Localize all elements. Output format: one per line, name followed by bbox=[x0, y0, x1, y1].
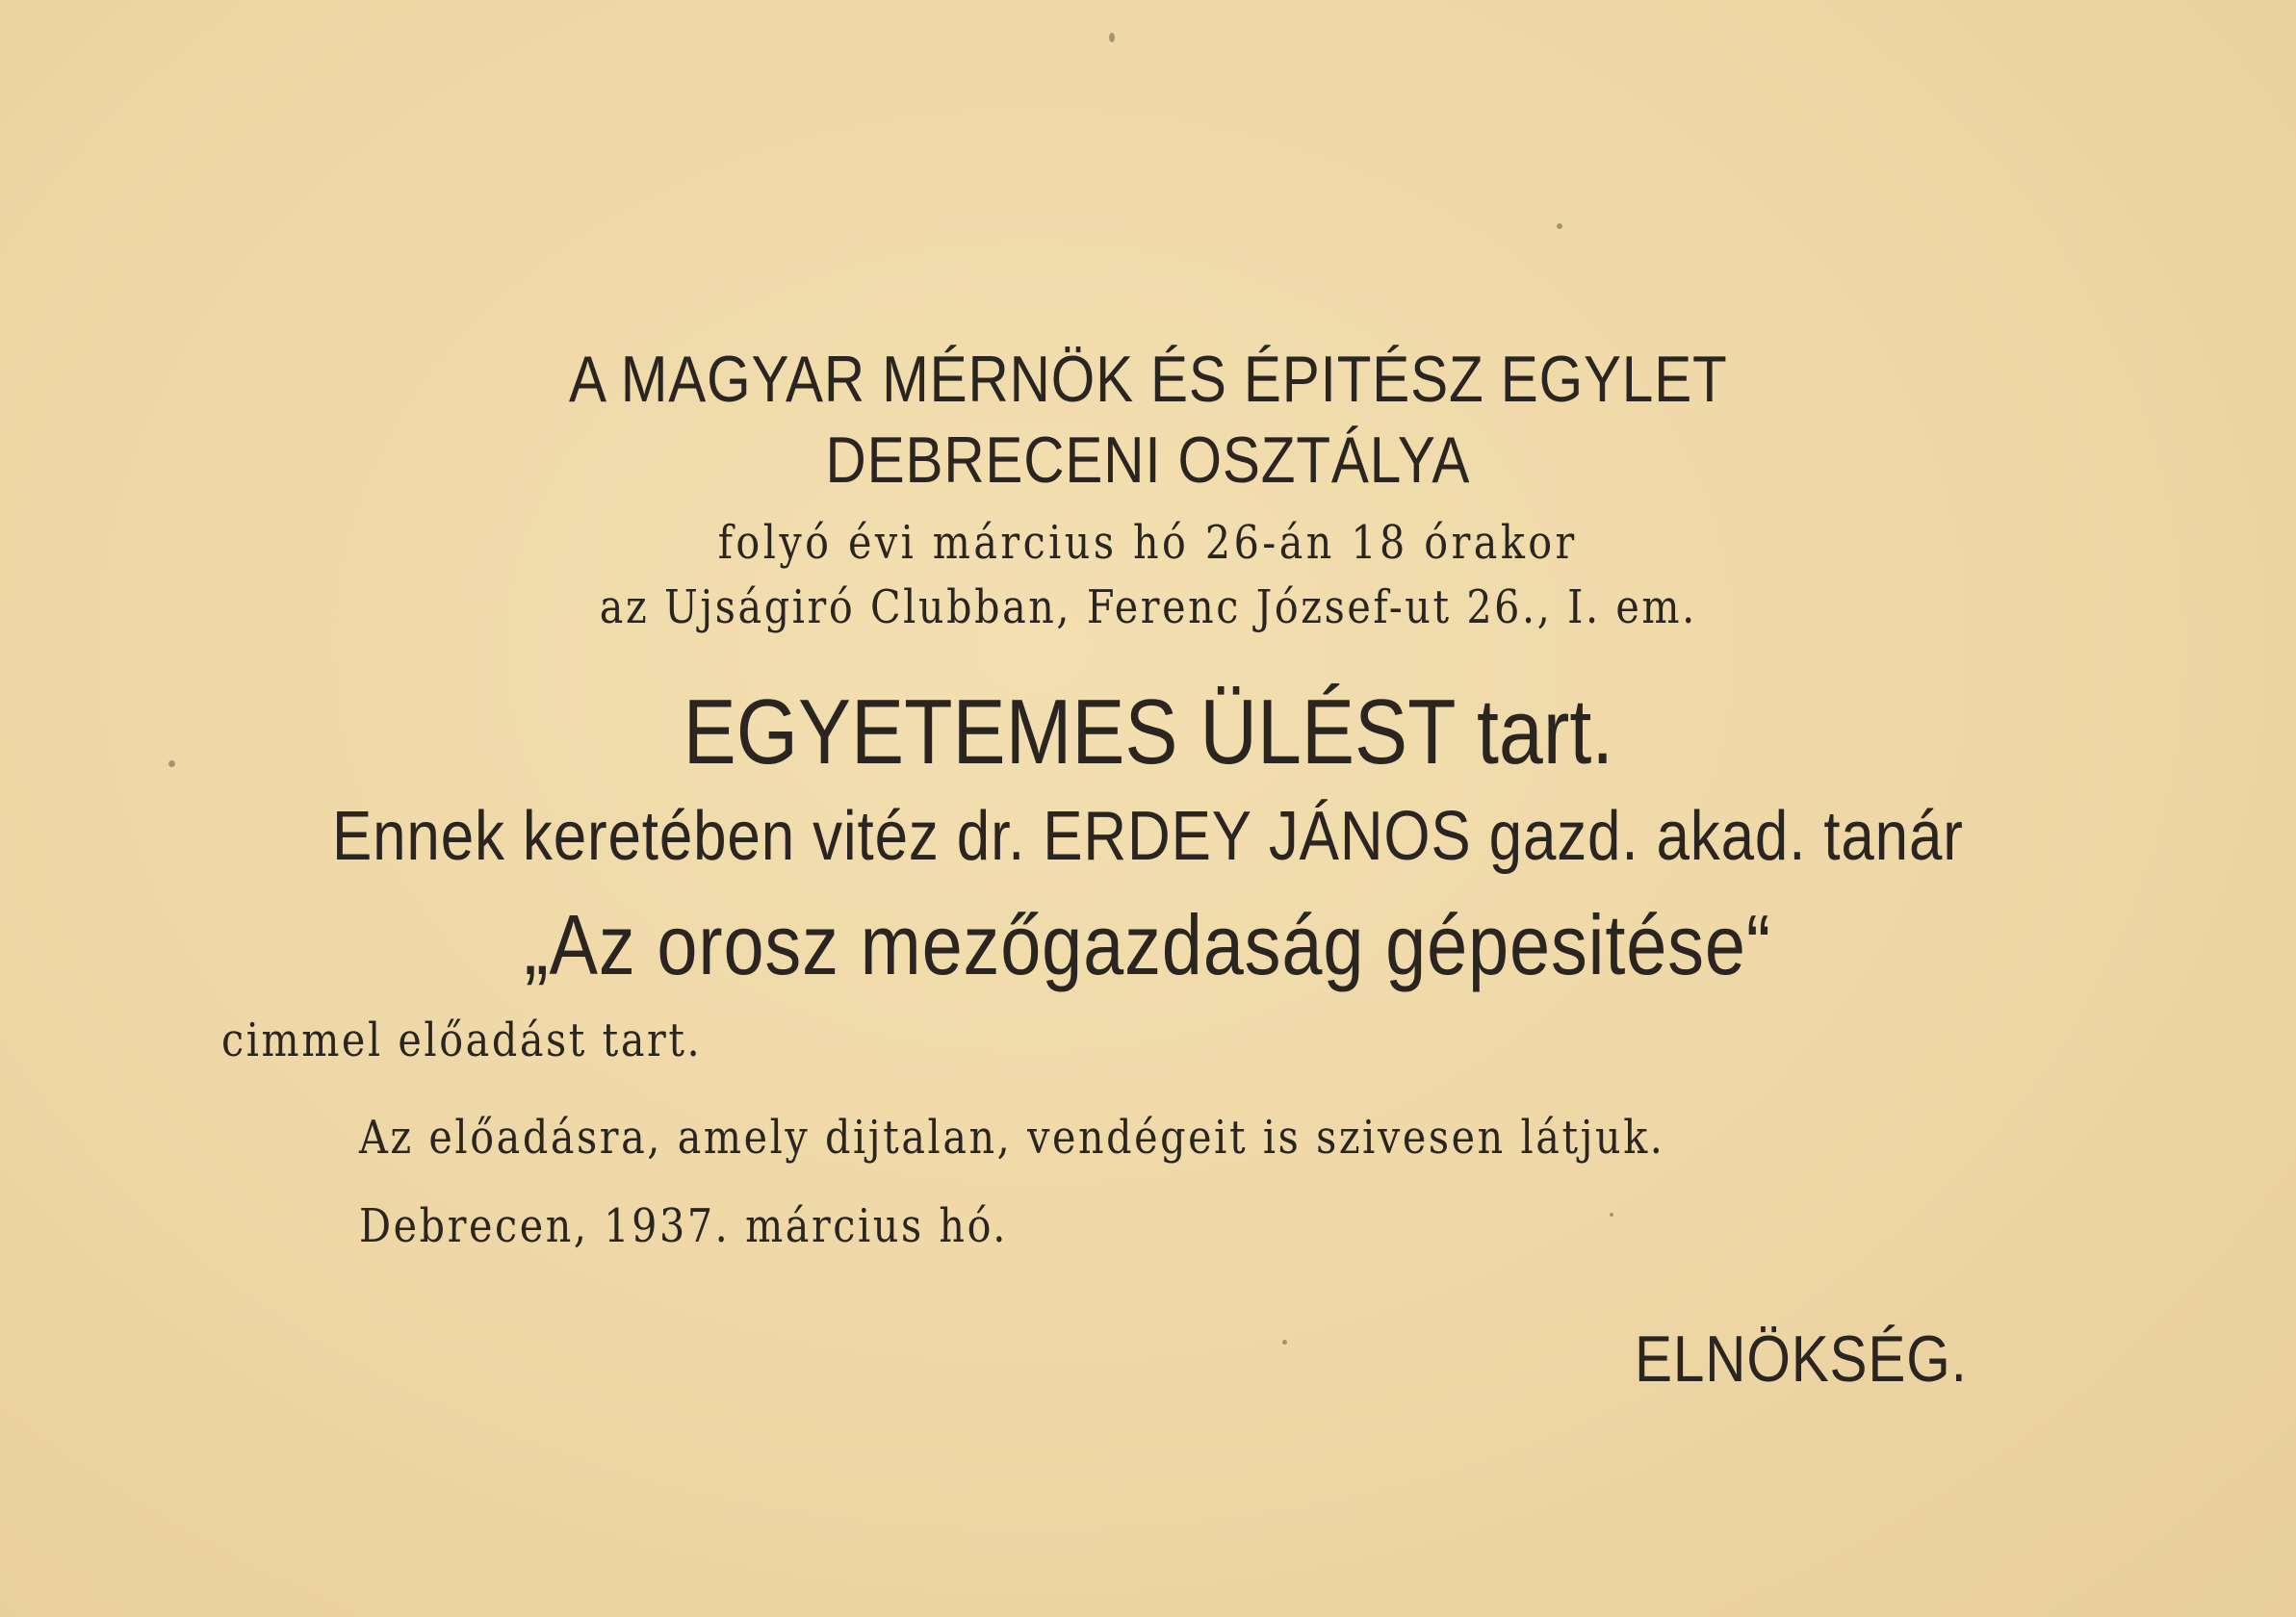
speaker-line bbox=[0, 798, 2296, 875]
organization-branch bbox=[0, 424, 2296, 497]
guests-text: Az előadásra, amely dijtalan, vendégeit is szivesen látjuk. bbox=[359, 1111, 1665, 1165]
lecture-title-text: „Az orosz mezőgazdaság gépesitése“ bbox=[524, 897, 1772, 992]
location-text: az Ujságiró Clubban, Ferenc József-ut 26., I. em. bbox=[599, 580, 1697, 634]
organization-name bbox=[0, 343, 2296, 416]
place-date-text: Debrecen, 1937. március hó. bbox=[359, 1199, 1008, 1253]
signature-text: ELNÖKSÉG. bbox=[1635, 1322, 1968, 1396]
lecture-note bbox=[221, 1014, 780, 1067]
place-date bbox=[359, 1199, 1114, 1253]
location-line bbox=[0, 580, 2296, 634]
speaker-text: Ennek keretében vitéz dr. ERDEY JÁNOS gazd. akad. tanár bbox=[332, 798, 1964, 875]
paper-speck bbox=[1282, 1340, 1287, 1345]
signature bbox=[1635, 1322, 2022, 1396]
headline-text: EGYETEMES ÜLÉST tart. bbox=[683, 680, 1613, 783]
paper-speck bbox=[168, 760, 175, 767]
date-time-text: folyó évi március hó 26-án 18 órakor bbox=[717, 516, 1579, 570]
organization-name-text: A MAGYAR MÉRNÖK ÉS ÉPITÉSZ EGYLET bbox=[568, 343, 1728, 416]
paper-speck bbox=[1557, 223, 1562, 229]
lecture-note-text: cimmel előadást tart. bbox=[221, 1014, 703, 1067]
paper-speck bbox=[1109, 33, 1115, 42]
headline bbox=[0, 680, 2296, 783]
lecture-title bbox=[0, 897, 2296, 992]
paper-speck bbox=[1610, 1213, 1613, 1217]
organization-branch-text: DEBRECENI OSZTÁLYA bbox=[825, 424, 1471, 497]
date-time-line bbox=[0, 516, 2296, 570]
guests-line bbox=[359, 1111, 1877, 1165]
